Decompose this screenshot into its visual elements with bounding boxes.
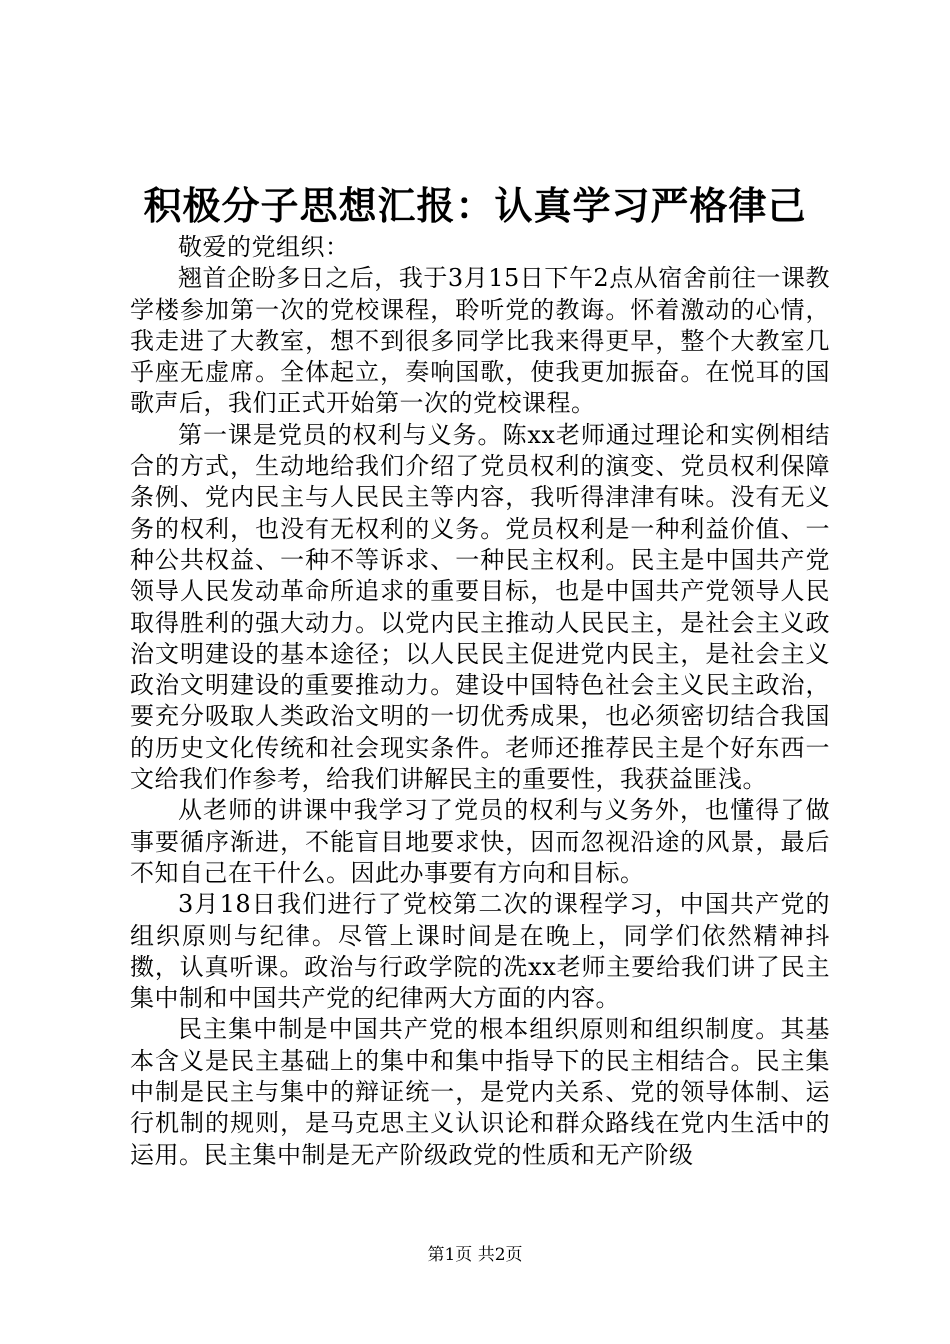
paragraph: 从老师的讲课中我学习了党员的权利与义务外，也懂得了做事要循序渐进，不能盲目地要求快，因而忽视沿途的风景，最后不知自己在干什么。因此办事要有方向和目标。 xyxy=(130,796,830,887)
document-body xyxy=(130,232,830,1171)
greeting-line: 敬爱的党组织： xyxy=(178,233,350,261)
document-title: 积极分子思想汇报：认真学习严格律己 xyxy=(143,184,807,228)
paragraph: 民主集中制是中国共产党的根本组织原则和组织制度。其基本含义是民主基础上的集中和集中指导下的民主相结合。民主集中制是民主与集中的辩证统一，是党内关系、党的领导体制、运行机制的规则，是马克思主义认识论和群众路线在党内生活中的运用。民主集中制是无产阶级政党的性质和无产阶级 xyxy=(130,1015,830,1169)
paragraph: 翘首企盼多日之后，我于3月15日下午2点从宿舍前往一课教学楼参加第一次的党校课程，聆听党的教诲。怀着激动的心情，我走进了大教室，想不到很多同学比我来得更早，整个大教室几乎座无虚席。全体起立，奏响国歌，使我更加振奋。在悦耳的国歌声后，我们正式开始第一次的党校课程。 xyxy=(130,264,830,418)
paragraph: 第一课是党员的权利与义务。陈xx老师通过理论和实例相结合的方式，生动地给我们介绍了党员权利的演变、党员权利保障条例、党内民主与人民民主等内容，我听得津津有味。没有无义务的权利，也没有无权利的义务。党员权利是一种利益价值、一种公共权益、一种不等诉求、一种民主权利。民主是中国共产党领导人民发动革命所追求的重要目标，也是中国共产党领导人民取得胜利的强大动力。以党内民主推动人民民主，是社会主义政治文明建设的基本途径；以人民民主促进党内民主，是社会主义政治文明建设的重要推动力。建设中国特色社会主义民主政治，要充分吸取人类政治文明的一切优秀成果，也必须密切结合我国的历史文化传统和社会现实条件。老师还推荐民主是个好东西一文给我们作参考，给我们讲解民主的重要性，我获益匪浅。 xyxy=(130,420,830,794)
paragraph: 3月18日我们进行了党校第二次的课程学习，中国共产党的组织原则与纪律。尽管上课时间是在晚上，同学们依然精神抖擞，认真听课。政治与行政学院的冼xx老师主要给我们讲了民主集中制和中国共产党的纪律两大方面的内容。 xyxy=(130,890,830,1013)
page-footer: 第1页 共2页 xyxy=(427,1245,523,1265)
